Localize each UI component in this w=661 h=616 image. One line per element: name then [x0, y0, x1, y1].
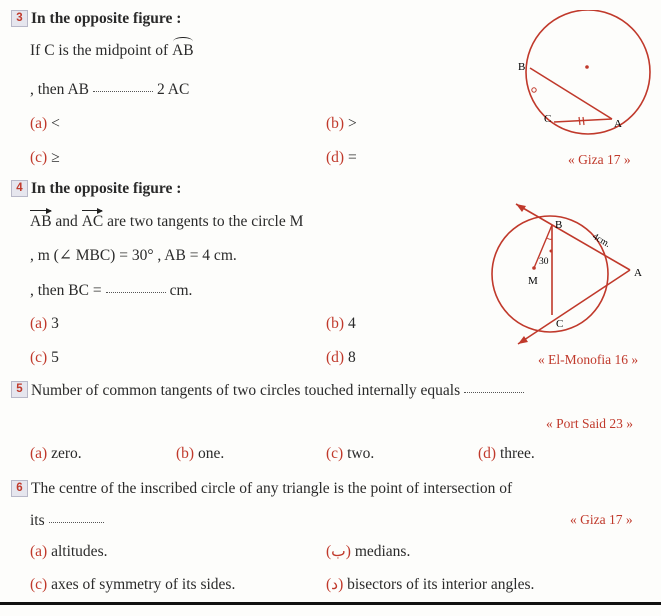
center-point	[532, 266, 536, 270]
option-label: (a)	[30, 543, 48, 560]
option-a[interactable]	[30, 446, 82, 462]
option-text: 8	[347, 349, 356, 366]
question-number-badge: 3	[11, 10, 28, 27]
option-text: 3	[51, 315, 59, 332]
answer-blank	[93, 91, 153, 92]
angle-label: 30	[539, 257, 549, 267]
option-label: (ب)	[326, 543, 351, 560]
answer-blank	[106, 292, 166, 293]
option-text: >	[347, 115, 357, 132]
option-label: (c)	[30, 149, 48, 166]
option-a[interactable]	[30, 316, 59, 332]
option-text: =	[347, 149, 357, 166]
question-text-part: , then AB	[30, 81, 89, 98]
question-text	[31, 383, 528, 399]
option-label: (c)	[30, 349, 48, 366]
option-d[interactable]	[326, 577, 534, 593]
question-text-part: and	[55, 213, 78, 230]
circle-m	[492, 216, 608, 332]
point-label-b: B	[555, 219, 563, 231]
question-number-badge: 6	[11, 480, 28, 497]
question-source: « Giza 17 »	[570, 512, 633, 527]
option-label: (d)	[326, 349, 345, 366]
question-text	[30, 214, 303, 230]
option-text: bisectors of its interior angles.	[347, 576, 535, 593]
point-label-c: C	[544, 113, 552, 125]
question-text-part: , then BC =	[30, 282, 102, 299]
point-label-c: C	[556, 318, 564, 330]
option-b[interactable]	[326, 316, 356, 332]
tangent-ab	[516, 204, 630, 270]
question-source: « Giza 17 »	[568, 152, 631, 167]
option-label: (d)	[326, 149, 345, 166]
option-d[interactable]	[478, 446, 535, 462]
option-label: (b)	[326, 315, 345, 332]
chord-ab	[530, 68, 612, 119]
option-text: one.	[197, 445, 225, 462]
option-d[interactable]	[326, 150, 357, 166]
option-b[interactable]	[176, 446, 224, 462]
option-c[interactable]	[30, 350, 59, 366]
option-text: axes of symmetry of its sides.	[51, 576, 236, 593]
answer-blank	[49, 522, 104, 523]
option-label: (a)	[30, 445, 48, 462]
option-text: three.	[499, 445, 535, 462]
option-text: two.	[347, 445, 375, 462]
arc-notation: AB	[172, 42, 194, 59]
q3-figure	[508, 10, 658, 140]
vector-notation: AB	[30, 213, 52, 230]
option-b[interactable]	[326, 544, 410, 560]
option-label: (c)	[326, 445, 344, 462]
arrowhead	[516, 204, 526, 212]
option-a[interactable]	[30, 116, 60, 132]
question-number-badge: 4	[11, 180, 28, 197]
vector-notation: AC	[81, 213, 104, 230]
option-label: (a)	[30, 315, 48, 332]
question-number-badge: 5	[11, 381, 28, 398]
option-c[interactable]	[30, 577, 235, 593]
option-text: medians.	[354, 543, 411, 560]
equal-mark	[583, 117, 584, 125]
answer-blank	[464, 392, 524, 393]
option-label: (c)	[30, 576, 48, 593]
question-text-part: 2 AC	[157, 81, 190, 98]
option-c[interactable]	[326, 446, 374, 462]
option-text: 4	[347, 315, 356, 332]
question-text-part: Number of common tangents of two circles touched internally equals	[31, 382, 461, 399]
question-source: « El-Monofia 16 »	[538, 352, 639, 367]
question-text: , m (∠ MBC) = 30° , AB = 4 cm.	[30, 247, 237, 264]
point-label-a: A	[634, 267, 642, 279]
question-text	[30, 43, 194, 59]
option-b[interactable]	[326, 116, 357, 132]
point-label-m: M	[528, 275, 538, 287]
point-label-a: A	[614, 118, 622, 130]
question-text-part: its	[30, 512, 45, 529]
option-a[interactable]	[30, 544, 107, 560]
question-text-part: are two tangents to the circle M	[107, 213, 304, 230]
option-d[interactable]	[326, 350, 356, 366]
option-label: (d)	[478, 445, 497, 462]
angle-dot	[550, 250, 553, 253]
question-source: « Port Said 23 »	[546, 416, 634, 431]
option-label: (د)	[326, 576, 344, 593]
question-text	[30, 283, 192, 299]
option-label: (b)	[176, 445, 195, 462]
option-text: zero.	[51, 445, 82, 462]
option-text: 5	[51, 349, 59, 366]
option-label: (a)	[30, 115, 48, 132]
bottom-rule	[0, 602, 661, 605]
question-text-part: cm.	[169, 282, 193, 299]
arc-mark	[532, 88, 536, 92]
question-header: In the opposite figure :	[31, 180, 182, 197]
option-label: (b)	[326, 115, 345, 132]
point-label-b: B	[518, 61, 526, 73]
question-text	[30, 513, 108, 529]
q4-figure	[480, 198, 655, 350]
center-point	[585, 65, 589, 69]
option-text: ≥	[51, 149, 60, 166]
option-text: altitudes.	[51, 543, 108, 560]
arrowhead	[518, 336, 528, 344]
question-text-part: If C is the midpoint of	[30, 42, 169, 59]
question-text	[30, 82, 189, 98]
question-header: In the opposite figure :	[31, 10, 182, 27]
question-text: The centre of the inscribed circle of any triangle is the point of intersection of	[31, 480, 513, 497]
equal-mark	[579, 117, 580, 125]
option-text: <	[51, 115, 60, 132]
length-label: 4cm.	[590, 231, 612, 250]
option-c[interactable]	[30, 150, 60, 166]
